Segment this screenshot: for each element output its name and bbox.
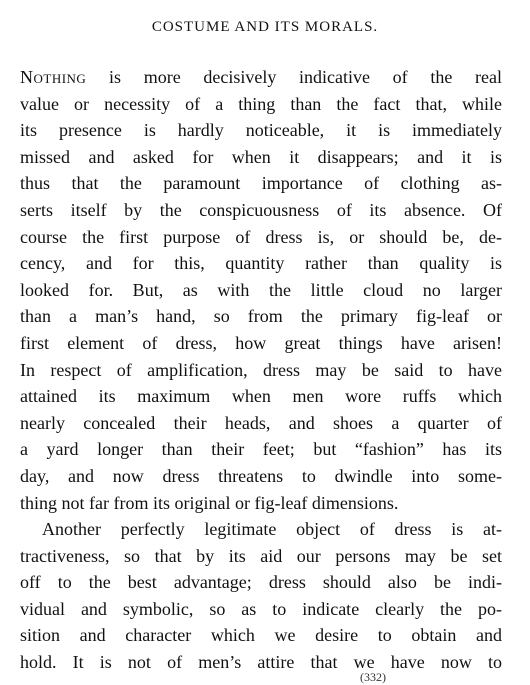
drop-word: Nothing: [20, 67, 87, 87]
text-line: day, and now dress threatens to dwindle into some-: [20, 465, 502, 486]
text-line: cency, and for this, quantity rather than quality is: [20, 253, 502, 274]
text-line: attained its maximum when men wore ruffs which: [20, 386, 502, 407]
text-line: than a man’s hand, so from the primary fig-leaf or: [20, 306, 502, 327]
text-line: a yard longer than their feet; but “fashion” has its: [20, 439, 502, 460]
text-line: value or necessity of a thing than the fact that, while: [20, 93, 502, 114]
text-line: off to the best advantage; dress should also be indi-: [20, 572, 502, 593]
body-text: [20, 64, 502, 676]
text-line: Another perfectly legitimate object of dress is at-: [42, 519, 502, 540]
text-line: first element of dress, how great things have arisen!: [20, 332, 502, 353]
text-line: thing not far from its original or fig-leaf dimensions.: [20, 492, 399, 513]
text-line: thus that the paramount importance of clothing as-: [20, 173, 502, 194]
text-line: tractiveness, so that by its aid our persons may be set: [20, 545, 502, 566]
text-line: In respect of amplification, dress may be said to have: [20, 359, 502, 380]
text-line: looked for. But, as with the little cloud no larger: [20, 279, 502, 300]
text-line: sition and character which we desire to obtain and: [20, 625, 502, 646]
text-line: vidual and symbolic, so as to indicate clearly the po-: [20, 598, 502, 619]
text-line: serts itself by the conspicuousness of its absence. Of: [20, 199, 502, 220]
text-line: hold. It is not of men’s attire that we have now to: [20, 652, 502, 673]
text-line: nearly concealed their heads, and shoes a quarter of: [20, 412, 502, 433]
text-line: course the first purpose of dress is, or should be, de-: [20, 226, 502, 247]
text-line: missed and asked for when it disappears; and it is: [20, 146, 502, 167]
text-line: its presence is hardly noticeable, it is immediately: [20, 120, 502, 141]
text-line: [20, 64, 502, 91]
page-title: COSTUME AND ITS MORALS.: [151, 19, 379, 35]
text-line-content: is more decisively indicative of the real: [86, 67, 502, 87]
page-number: (332): [360, 670, 386, 684]
